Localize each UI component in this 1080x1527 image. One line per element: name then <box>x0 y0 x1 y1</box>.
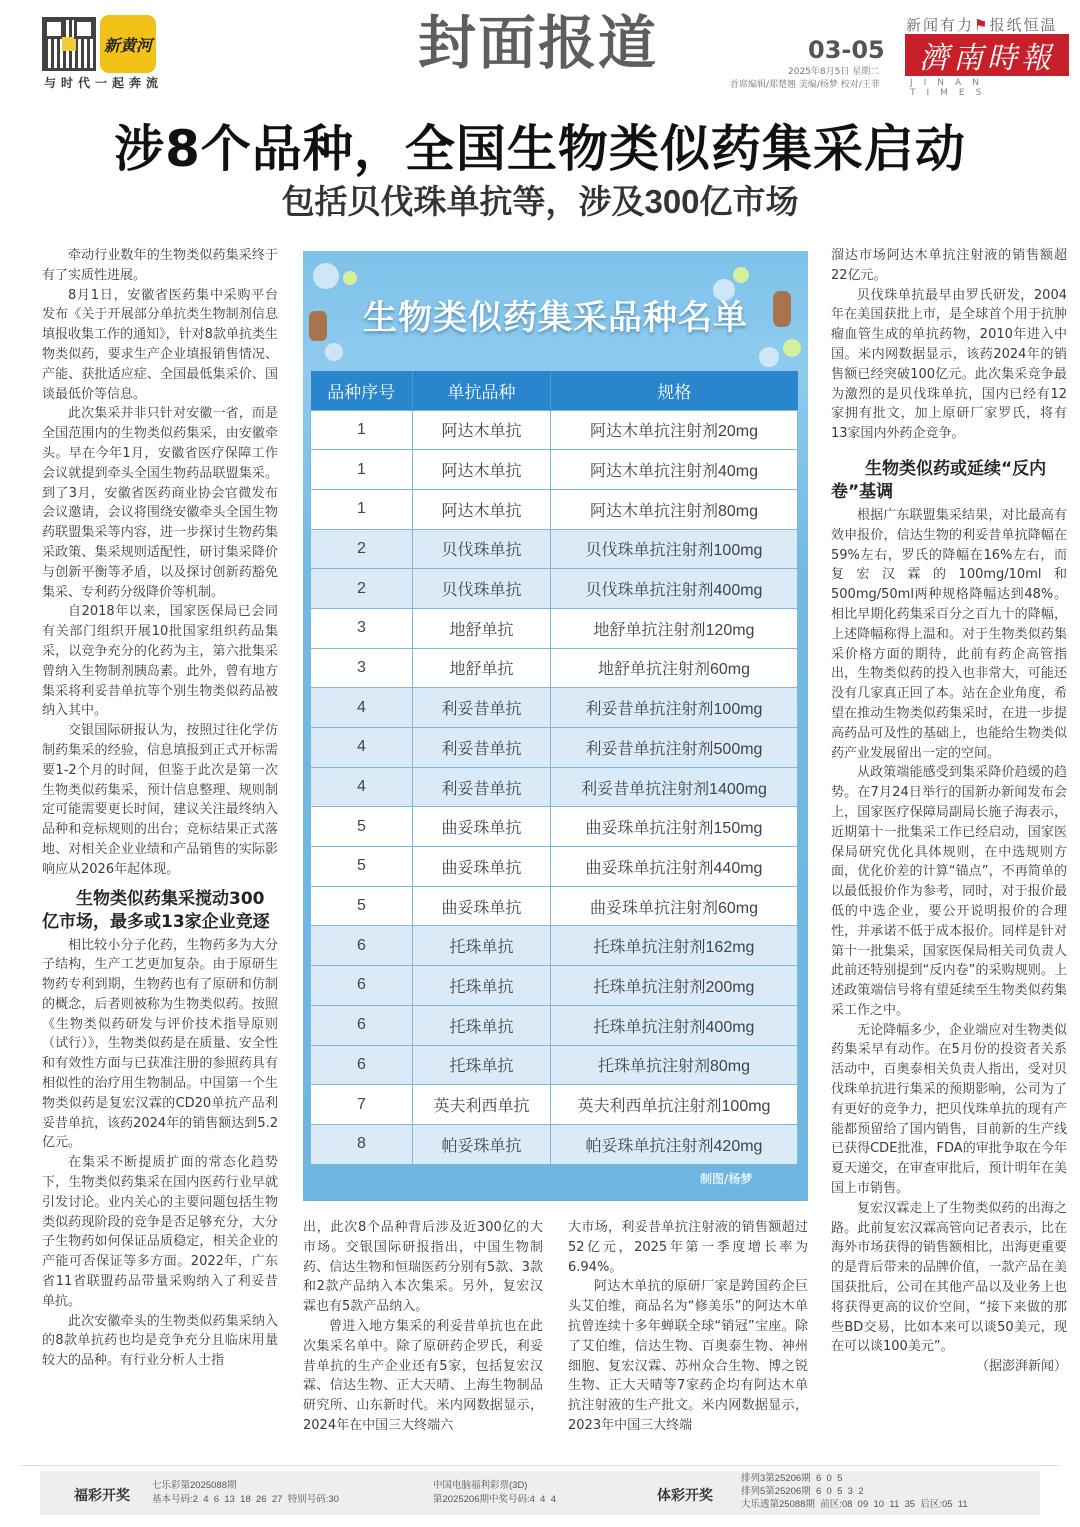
cell-spec: 贝伐珠单抗注射剂100mg <box>551 529 798 569</box>
cell-drug: 曲妥珠单抗 <box>413 886 551 926</box>
cell-spec: 贝伐珠单抗注射剂400mg <box>551 569 798 609</box>
table-row <box>311 926 798 966</box>
cell-no: 4 <box>311 728 413 768</box>
cell-drug: 地舒单抗 <box>413 648 551 688</box>
table-row <box>311 966 798 1006</box>
cell-spec: 曲妥珠单抗注射剂150mg <box>551 807 798 847</box>
section-title: 封面报道 <box>418 9 659 77</box>
table-row <box>311 608 798 648</box>
cell-drug: 利妥昔单抗 <box>413 728 551 768</box>
cell-spec: 帕妥珠单抗注射剂420mg <box>551 1124 798 1164</box>
app-logo[interactable]: 新黄河 <box>100 15 156 73</box>
infographic-credit: 制图/杨梦 <box>700 1172 753 1186</box>
cell-spec: 曲妥珠单抗注射剂440mg <box>551 847 798 887</box>
cell-drug: 托珠单抗 <box>413 926 551 966</box>
article-source: （据澎湃新闻） <box>975 1359 1067 1375</box>
pl5-result: 排列5第25206期 6 0 5 3 2 <box>741 1486 864 1497</box>
cell-no: 8 <box>311 1124 413 1164</box>
cell-spec: 托珠单抗注射剂162mg <box>551 926 798 966</box>
table-row <box>311 886 798 926</box>
paragraph: 阿达木单抗的原研厂家是跨国药企巨头艾伯维，商品名为“修美乐”的阿达木单抗曾连续十多年蝉联全球“销冠”宝座。除了艾伯维，信达生物、百奥泰生物、神州细胞、复宏汉霖、苏州众合生物、博之锐生物、正大天晴等7家药企均有阿达木单抗注射液的生产批文。米内网数据显示，2023年中国三大终端 <box>568 1279 808 1433</box>
cell-spec: 托珠单抗注射剂400mg <box>551 1005 798 1045</box>
paragraph: 溜达市场阿达木单抗注射液的销售额超22亿元。 <box>831 248 1067 283</box>
cell-no: 5 <box>311 847 413 887</box>
cell-no: 2 <box>311 529 413 569</box>
table-row <box>311 410 798 450</box>
motto-right: 报纸恒温 <box>989 16 1058 34</box>
section-heading: 生物类似药或延续“反内卷”基调 <box>831 458 1047 502</box>
table-row <box>311 1045 798 1085</box>
qr-logo-icon <box>62 37 76 51</box>
table-row <box>311 767 798 807</box>
publication-date: 2025年8月5日 星期二 <box>788 67 880 77</box>
sports-lottery-label: 体彩开奖 <box>657 1488 713 1504</box>
cell-spec: 托珠单抗注射剂80mg <box>551 1045 798 1085</box>
cell-no: 1 <box>311 450 413 490</box>
table-row <box>311 450 798 490</box>
table-row <box>311 1005 798 1045</box>
cell-spec: 利妥昔单抗注射剂500mg <box>551 728 798 768</box>
paragraph: 此次集采并非只针对安徽一省，而是全国范围内的生物类似药集采，由安徽牵头。早在今年1月，安徽省医疗保障工作会议就提到牵头全国生物药品联盟集采。到了3月，安徽省医药商业协会官微发布会议邀请，会议将围绕安徽牵头全国生物药联盟集采等内容，进一步探讨生物药集采政策、集采规则适配性，研讨集采降价与创新平衡等矛盾，以及探讨创新药豁免集采、专利药分级降价等机制。 <box>42 406 278 600</box>
pill-decoration-icon <box>783 339 801 357</box>
paragraph: 出，此次8个品种背后涉及近300亿的大市场。交银国际研报指出，中国生物制药、信达生物和恒瑞医药分别有5款、3款和2款产品纳入本次集采。另外，复宏汉霖也有5款产品纳入。 <box>303 1220 543 1315</box>
editors-credit: 首席编辑/郑楚翘 美编/杨梦 校对/王菲 <box>730 80 880 90</box>
paper-english-name: JINAN TIMES <box>910 78 993 98</box>
column-header: 规格 <box>551 371 798 410</box>
cell-no: 1 <box>311 489 413 529</box>
table-row <box>311 688 798 728</box>
cell-drug: 阿达木单抗 <box>413 489 551 529</box>
cell-spec: 阿达木单抗注射剂40mg <box>551 450 798 490</box>
paragraph: 交银国际研报认为，按照过往化学仿制药集采的经验，信息填报到正式开标需要1-2个月的时间，但鉴于此次是第一次生物类似药集采，预计信息整理、规则制定可能需要更长时间，建议关注最终纳入品种和竞标规则的出台；竞标结果正式落地、对相关企业业绩和产品销售的实际影响应从2026年起体现。 <box>42 723 278 877</box>
cell-drug: 帕妥珠单抗 <box>413 1124 551 1164</box>
paragraph: 曾进入地方集采的利妥昔单抗也在此次集采名单中。除了原研药企罗氏，利妥昔单抗的生产企业还有5家，包括复宏汉霖、信达生物、正大天晴、上海生物制品研究所、山东新时代。米内网数据显示，2024年在中国三大终端六 <box>303 1318 543 1433</box>
cell-no: 2 <box>311 569 413 609</box>
subheadline: 包括贝伐珠单抗等，涉及300亿市场 <box>281 183 799 220</box>
cell-drug: 利妥昔单抗 <box>413 688 551 728</box>
cell-no: 1 <box>311 410 413 450</box>
cell-spec: 阿达木单抗注射剂80mg <box>551 489 798 529</box>
cell-drug: 曲妥珠单抗 <box>413 847 551 887</box>
divider <box>20 1465 1060 1466</box>
cell-drug: 阿达木单抗 <box>413 410 551 450</box>
column-header: 品种序号 <box>311 371 413 410</box>
section-heading: 生物类似药集采搅动300亿市场，最多或13家企业竞逐 <box>42 888 270 932</box>
cell-drug: 曲妥珠单抗 <box>413 807 551 847</box>
cell-no: 3 <box>311 608 413 648</box>
paragraph: 复宏汉霖走上了生物类似药的出海之路。此前复宏汉霖高管向记者表示，比在海外市场获得的销售额相比，出海更重要的是背后带来的品牌价值，一款产品在美国获批后，公司在其他产品以及业务上也将获得更高的议价空间，“接下来做的那些BD交易，比如本来可以谈50美元，现在可以谈100美元”。 <box>831 1200 1067 1355</box>
table-row <box>311 489 798 529</box>
cell-drug: 地舒单抗 <box>413 608 551 648</box>
paragraph: 无论降幅多少，企业端应对生物类似药集采早有动作。在5月份的投资者关系活动中，百奥泰相关负责人指出，受对贝伐珠单抗进行集采的预期影响，公司为了有更好的竞争力，把贝伐珠单抗的现有产能都预留给了国内销售，目前新的生产线已获得CDE批准，FDA的审批争取在今年夏天递交，在审查审批后，预计明年在美国上市销售。 <box>831 1022 1067 1197</box>
cell-spec: 阿达木单抗注射剂20mg <box>551 410 798 450</box>
headline: 涉8个品种，全国生物类似药集采启动 <box>114 120 966 178</box>
welfare-lottery-label: 福彩开奖 <box>74 1488 130 1504</box>
paragraph: 根据广东联盟集采结果，对比最高有效申报价，信达生物的利妥昔单抗降幅在59%左右，罗氏的降幅在16%左右，而复宏汉霖的100mg/10ml和500mg/50ml两种规格降幅达到48%。相比早期化药集采百分之百九十的降幅，上述降幅称得上温和。对于生物类似药集采价格方面的期待，此前有药企高管指出，生物类似药的投入也非常大，可能还没有几家真正回了本。站在企业角度，希望在推动生物类似药集采时，在进一步提高药品可及性的基础上，也能给生物类似药产业发展留出一定的空间。 <box>831 507 1067 761</box>
table-row <box>311 1085 798 1125</box>
paragraph: 此次安徽牵头的生物类似药集采纳入的8款单抗药也均是竞争充分且临床用量较大的品种。有行业分析人士指 <box>42 1313 278 1369</box>
cell-no: 3 <box>311 648 413 688</box>
app-slogan: 与时代一起奔流 <box>44 76 164 90</box>
cell-spec: 地舒单抗注射剂60mg <box>551 648 798 688</box>
cell-no: 6 <box>311 1005 413 1045</box>
cell-drug: 阿达木单抗 <box>413 450 551 490</box>
dlt-result: 大乐透第25088期 前区:08 09 10 11 35 后区:05 11 <box>741 1499 968 1510</box>
cell-drug: 贝伐珠单抗 <box>413 569 551 609</box>
cell-no: 6 <box>311 926 413 966</box>
cell-spec: 利妥昔单抗注射剂1400mg <box>551 767 798 807</box>
qlc-numbers: 基本号码:2 4 6 13 18 26 27 特别号码:30 <box>152 1494 339 1505</box>
paper-logo: 濟南時報 <box>905 34 1069 76</box>
pill-decoration-icon <box>313 263 339 289</box>
page-number: 03-05 <box>808 36 885 64</box>
paragraph: 8月1日，安徽省医药集中采购平台发布《关于开展部分单抗类生物制剂信息填报收集工作的通知》，针对8款单抗类生物类似药，要求生产企业填报销售情况、产能、获批适应症、全国最低集采价、国谈最低价等信息。 <box>42 287 278 402</box>
table-row <box>311 728 798 768</box>
cell-spec: 利妥昔单抗注射剂100mg <box>551 688 798 728</box>
paragraph: 在集采不断提质扩面的常态化趋势下，生物类似药集采在国内医药行业早就引发讨论。业内关心的主要问题包括生物类似药现阶段的竞争是否足够充分，大分子生物药如何保证品质稳定，相关企业的产能可否保证等多方面。2022年，广东省11省联盟药品带量采购纳入了利妥昔单抗。 <box>42 1155 278 1309</box>
cell-spec: 曲妥珠单抗注射剂60mg <box>551 886 798 926</box>
flag-icon: ⚑ <box>974 16 990 34</box>
cell-spec: 托珠单抗注射剂200mg <box>551 966 798 1006</box>
column-header: 单抗品种 <box>413 371 551 410</box>
article-column-left <box>42 246 278 1371</box>
table-row <box>311 847 798 887</box>
lottery-results-bar <box>40 1471 1040 1515</box>
qr-code[interactable] <box>42 17 96 71</box>
cell-drug: 利妥昔单抗 <box>413 767 551 807</box>
pill-decoration-icon <box>343 271 357 285</box>
table-row <box>311 1124 798 1164</box>
cell-drug: 托珠单抗 <box>413 1005 551 1045</box>
cell-spec: 地舒单抗注射剂120mg <box>551 608 798 648</box>
pill-decoration-icon <box>733 267 749 283</box>
cell-no: 7 <box>311 1085 413 1125</box>
cell-no: 4 <box>311 688 413 728</box>
pill-decoration-icon <box>759 347 779 367</box>
table-row <box>311 529 798 569</box>
d3-numbers: 第2025206期中奖号码:4 4 4 <box>433 1494 557 1505</box>
paper-motto <box>906 14 1057 35</box>
cell-no: 4 <box>311 767 413 807</box>
article-column-right <box>831 246 1067 1377</box>
cell-drug: 贝伐珠单抗 <box>413 529 551 569</box>
table-row <box>311 569 798 609</box>
article-column-middle-2 <box>568 1218 808 1436</box>
d3-title: 中国电脑福利彩票(3D) <box>433 1480 528 1491</box>
paragraph: 从政策端能感受到集采降价趋缓的趋势。在7月24日举行的国新办新闻发布会上，国家医疗保障局副局长施子海表示，近期第十一批集采工作已经启动，国家医保局研究优化具体规则，在中选规则方面，优化价差的计算“锚点”，不再简单的以最低报价作为参考，同时，对于报价最低的中选企业，要公开说明报价的合理性，并承诺不低于成本报价。同样是针对第十一批集采，国家医保局相关司负责人此前还特别提到“反内卷”的采购规则。上述政策端信号将有望延续至生物类似药集采工作之中。 <box>831 765 1067 1018</box>
masthead <box>0 0 1080 100</box>
paragraph: 自2018年以来，国家医保局已会同有关部门组织开展10批国家组织药品集采，以竞争充分的化药为主，第六批集采曾纳入生物制剂胰岛素。此外，曾有地方集采将利妥昔单抗等个别生物类似药品被纳入其中。 <box>42 604 278 719</box>
drug-list-table <box>310 371 798 1165</box>
pl3-result: 排列3第25206期 6 0 5 <box>741 1473 843 1484</box>
infographic-title: 生物类似药集采品种名单 <box>363 298 748 338</box>
motto-left: 新闻有力 <box>906 16 975 34</box>
qlc-title: 七乐彩第2025088期 <box>152 1480 237 1491</box>
table-row <box>311 648 798 688</box>
paragraph: 贝伐珠单抗最早由罗氏研发，2004年在美国获批上市，是全球首个用于抗肿瘤血管生成的单抗药物，2010年进入中国。米内网数据显示，该药2024年的销售额已经突破100亿元。此次集采竞争最为激烈的是贝伐珠单抗，国内已经有12家拥有批文，加上原研厂家罗氏，将有13家国内外药企竞争。 <box>831 287 1067 442</box>
cell-no: 6 <box>311 1045 413 1085</box>
cell-no: 5 <box>311 886 413 926</box>
paragraph: 大市场，利妥昔单抗注射液的销售额超过52亿元，2025年第一季度增长率为6.94%。 <box>568 1220 808 1275</box>
table-row <box>311 807 798 847</box>
cell-no: 5 <box>311 807 413 847</box>
pill-decoration-icon <box>325 343 343 361</box>
cell-spec: 英夫利西单抗注射剂100mg <box>551 1085 798 1125</box>
paragraph: 相比较小分子化药，生物药多为大分子结构，生产工艺更加复杂。由于原研生物药专利到期，生物药也有了原研和仿制的概念，后者则被称为生物类似药。按照《生物类似药研发与评价技术指导原则（试行）》，生物类似药是在质量、安全性和有效性方面与已获准注册的参照药具有相似性的治疗用生物制品。中国第一个生物类似药是复宏汉霖的CD20单抗产品利妥昔单抗，该药2024年的销售额达到5.2亿元。 <box>42 937 278 1151</box>
cell-drug: 托珠单抗 <box>413 1045 551 1085</box>
cell-no: 6 <box>311 966 413 1006</box>
table-header-row <box>311 371 798 410</box>
cell-drug: 托珠单抗 <box>413 966 551 1006</box>
article-column-middle-1 <box>303 1218 543 1436</box>
cell-drug: 英夫利西单抗 <box>413 1085 551 1125</box>
paragraph: 牵动行业数年的生物类似药集采终于有了实质性进展。 <box>42 248 278 283</box>
